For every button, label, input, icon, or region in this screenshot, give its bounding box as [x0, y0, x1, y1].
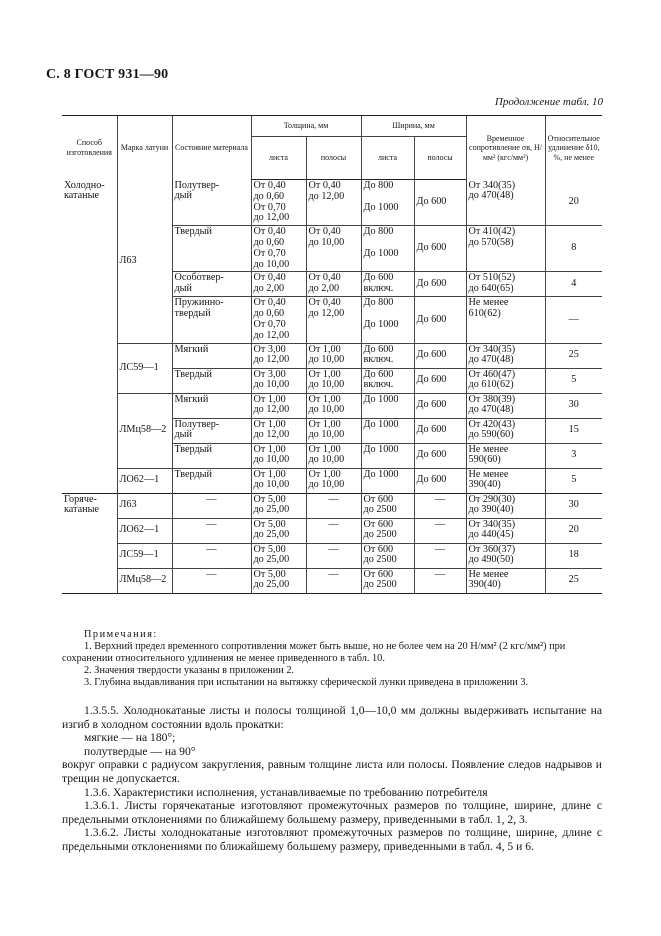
elongation-cell: 30	[545, 493, 602, 518]
thickness-strip-cell: От 1,00 до 10,00	[306, 468, 361, 493]
tensile-cell: От 340(35) до 470(48)	[466, 343, 545, 368]
state-cell: Мягкий	[172, 343, 251, 368]
header-tensile: Временное сопротивление σв, Н/мм² (кгс/мм²)	[466, 116, 545, 180]
thickness-strip-cell: —	[306, 543, 361, 568]
width-strip-cell: —	[414, 568, 466, 593]
thickness-sheet-cell: От 5,00 до 25,00	[251, 493, 306, 518]
width-strip-cell: До 600	[414, 418, 466, 443]
method-cell: Холодно- катаные	[64, 179, 105, 202]
table-row	[62, 543, 602, 568]
width-sheet-cell: До 600 включ.	[361, 368, 414, 393]
tensile-cell: От 290(30) до 390(40)	[466, 493, 545, 518]
width-strip-cell: —	[414, 543, 466, 568]
elongation-cell: 15	[545, 418, 602, 443]
tensile-cell: Не менее 590(60)	[466, 443, 545, 468]
thickness-strip-cell: От 1,00 до 10,00	[306, 393, 361, 418]
bend-soft: мягкие — на 180°;	[84, 731, 176, 745]
table-row	[62, 468, 602, 493]
width-sheet-cell: До 600 включ.	[361, 343, 414, 368]
elongation-cell: 18	[545, 543, 602, 568]
header-width: Ширина, мм	[361, 116, 466, 137]
width-sheet-cell: От 600 до 2500	[361, 568, 414, 593]
width-strip-cell: До 600	[414, 180, 466, 226]
tensile-cell: Не менее 610(62)	[466, 297, 545, 343]
state-cell: Твердый	[172, 468, 251, 493]
width-sheet-cell: До 1000	[361, 418, 414, 443]
width-sheet-cell: От 600 до 2500	[361, 543, 414, 568]
state-cell: Полутвер- дый	[172, 418, 251, 443]
thickness-strip-cell: От 0,40 до 10,00	[306, 226, 361, 272]
thickness-strip-cell: От 0,40 до 12,00	[306, 180, 361, 226]
header-method: Способ изготовления	[62, 116, 117, 180]
width-sheet-cell: До 1000	[361, 443, 414, 468]
elongation-cell: 5	[545, 368, 602, 393]
state-cell: Полутвер- дый	[172, 180, 251, 226]
thickness-strip-cell: От 1,00 до 10,00	[306, 368, 361, 393]
elongation-cell: 25	[545, 343, 602, 368]
clause-1-3-6-1: 1.3.6.1. Листы горячекатаные изготовляют промежуточных размеров по толщине, ширине, длине с предельными отклонениями по ближайшему большему размеру, приведенными в табл. 1, 2, 3.	[62, 799, 602, 826]
thickness-strip-cell: От 0,40 до 12,00	[306, 297, 361, 343]
width-strip-cell: До 600	[414, 393, 466, 418]
width-sheet-cell: До 1000	[361, 393, 414, 418]
thickness-sheet-cell: От 1,00 до 12,00	[251, 393, 306, 418]
thickness-sheet-cell: От 5,00 до 25,00	[251, 568, 306, 593]
method-cell: Горяче- катаные	[62, 493, 117, 593]
state-cell: —	[172, 518, 251, 543]
header-grade: Марка латуни	[117, 116, 172, 180]
thickness-sheet-cell: От 1,00 до 12,00	[251, 418, 306, 443]
elongation-cell: 8	[545, 226, 602, 272]
width-strip-cell: До 600	[414, 226, 466, 272]
tensile-cell: От 420(43) до 590(60)	[466, 418, 545, 443]
header-elongation: Относительное удлинение δ10, %, не менее	[545, 116, 602, 180]
grade-cell: Л63	[117, 180, 172, 344]
state-cell: Особотвер- дый	[172, 272, 251, 297]
elongation-cell: 3	[545, 443, 602, 468]
state-cell: Твердый	[172, 443, 251, 468]
thickness-sheet-cell: От 3,00 до 10,00	[251, 368, 306, 393]
tensile-cell: От 460(47) до 610(62)	[466, 368, 545, 393]
width-strip-cell: До 600	[414, 343, 466, 368]
width-sheet-cell: До 800 До 1000	[361, 226, 414, 272]
state-cell: Твердый	[172, 368, 251, 393]
width-strip-cell: До 600	[414, 468, 466, 493]
state-cell: Твердый	[172, 226, 251, 272]
width-strip-cell: До 600	[414, 368, 466, 393]
notes-title: Примечания:	[84, 629, 158, 640]
clause-1-3-6-2: 1.3.6.2. Листы холоднокатаные изготовляют промежуточных размеров по толщине, ширине, длине с предельными отклонениями по ближайшему большему размеру, приведенными в табл. 4, 5 и 6.	[62, 826, 602, 853]
width-sheet-cell: До 600 включ.	[361, 272, 414, 297]
page-header: С. 8 ГОСТ 931—90	[46, 67, 169, 82]
header-state: Состояние материала	[172, 116, 251, 180]
header-thickness: Толщина, мм	[251, 116, 361, 137]
tensile-cell: Не менее 390(40)	[466, 468, 545, 493]
width-sheet-cell: До 800 До 1000	[361, 180, 414, 226]
state-cell: Мягкий	[172, 393, 251, 418]
width-sheet-cell: От 600 до 2500	[361, 518, 414, 543]
elongation-cell: 5	[545, 468, 602, 493]
note-1: 1. Верхний предел временного сопротивления может быть выше, но не более чем на 20 Н/мм² (2 кгс/мм²) при сохранении относительного удлинения не менее приведенного в табл. 10.	[62, 641, 566, 664]
width-sheet-cell: До 800 До 1000	[361, 297, 414, 343]
bend-semihard: полутвердые — на 90°	[84, 744, 196, 758]
thickness-sheet-cell: От 0,40 до 0,60 От 0,70 до 10,00	[251, 226, 306, 272]
state-cell: —	[172, 543, 251, 568]
state-cell: Пружинно- твердый	[172, 297, 251, 343]
grade-cell: ЛО62—1	[117, 518, 172, 543]
grade-cell: Л63	[117, 493, 172, 518]
thickness-sheet-cell: От 0,40 до 0,60 От 0,70 до 12,00	[251, 297, 306, 343]
grade-cell: ЛМц58—2	[117, 568, 172, 593]
table-row	[62, 180, 602, 226]
table-continuation-label: Продолжение табл. 10	[494, 96, 603, 108]
table-row	[62, 518, 602, 543]
thickness-strip-cell: —	[306, 493, 361, 518]
thickness-sheet-cell: От 0,40 до 2,00	[251, 272, 306, 297]
width-strip-cell: До 600	[414, 297, 466, 343]
table-row	[62, 493, 602, 518]
thickness-sheet-cell: От 1,00 до 10,00	[251, 468, 306, 493]
width-strip-cell: —	[414, 518, 466, 543]
header-width-strip: полосы	[414, 137, 466, 180]
note-2: 2. Значения твердости указаны в приложении 2.	[84, 665, 295, 676]
notes-block	[62, 629, 602, 689]
header-thickness-strip: полосы	[306, 137, 361, 180]
thickness-strip-cell: От 0,40 до 2,00	[306, 272, 361, 297]
tensile-cell: От 380(39) до 470(48)	[466, 393, 545, 418]
elongation-cell: 30	[545, 393, 602, 418]
width-strip-cell: До 600	[414, 272, 466, 297]
thickness-strip-cell: От 1,00 до 10,00	[306, 418, 361, 443]
table-body	[62, 180, 602, 594]
note-3: 3. Глубина выдавливания при испытании на вытяжку сферической лунки приведена в приложении 3.	[84, 677, 529, 688]
thickness-sheet-cell: От 0,40 до 0,60 От 0,70 до 12,00	[251, 180, 306, 226]
header-thickness-sheet: листа	[251, 137, 306, 180]
header-width-sheet: листа	[361, 137, 414, 180]
width-sheet-cell: До 1000	[361, 468, 414, 493]
table-row	[62, 568, 602, 593]
table-row	[62, 343, 602, 368]
tensile-cell: От 340(35) до 440(45)	[466, 518, 545, 543]
elongation-cell: 20	[545, 518, 602, 543]
thickness-sheet-cell: От 3,00 до 12,00	[251, 343, 306, 368]
clause-1-3-5-5: 1.3.5.5. Холоднокатаные листы и полосы толщиной 1,0—10,0 мм должны выдерживать испытание на изгиб в холодном состоянии вдоль прокатки:	[62, 704, 602, 731]
grade-cell: ЛС59—1	[117, 543, 172, 568]
state-cell: —	[172, 493, 251, 518]
width-strip-cell: До 600	[414, 443, 466, 468]
tensile-cell: От 410(42) до 570(58)	[466, 226, 545, 272]
state-cell: —	[172, 568, 251, 593]
elongation-cell: 4	[545, 272, 602, 297]
thickness-strip-cell: —	[306, 568, 361, 593]
tensile-cell: От 510(52) до 640(65)	[466, 272, 545, 297]
body-text	[62, 704, 602, 854]
thickness-sheet-cell: От 5,00 до 25,00	[251, 543, 306, 568]
grade-cell: ЛМц58—2	[117, 393, 172, 468]
width-strip-cell: —	[414, 493, 466, 518]
elongation-cell: 20	[545, 180, 602, 226]
elongation-cell: —	[545, 297, 602, 343]
grade-cell: ЛС59—1	[117, 343, 172, 393]
tensile-cell: Не менее 390(40)	[466, 568, 545, 593]
clause-1-3-6: 1.3.6. Характеристики исполнения, устанавливаемые по требованию потребителя	[84, 785, 488, 799]
elongation-cell: 25	[545, 568, 602, 593]
table-row	[62, 393, 602, 418]
tensile-cell: От 340(35) до 470(48)	[466, 180, 545, 226]
tensile-cell: От 360(37) до 490(50)	[466, 543, 545, 568]
properties-table	[62, 115, 602, 594]
thickness-sheet-cell: От 1,00 до 10,00	[251, 443, 306, 468]
thickness-strip-cell: От 1,00 до 10,00	[306, 343, 361, 368]
grade-cell: ЛО62—1	[117, 468, 172, 493]
width-sheet-cell: От 600 до 2500	[361, 493, 414, 518]
bend-mandrel-text: вокруг оправки с радиусом закругления, равным толщине листа или полосы. Появление следов надрывов и трещин не допускается.	[62, 758, 602, 785]
thickness-strip-cell: —	[306, 518, 361, 543]
thickness-strip-cell: От 1,00 до 10,00	[306, 443, 361, 468]
thickness-sheet-cell: От 5,00 до 25,00	[251, 518, 306, 543]
